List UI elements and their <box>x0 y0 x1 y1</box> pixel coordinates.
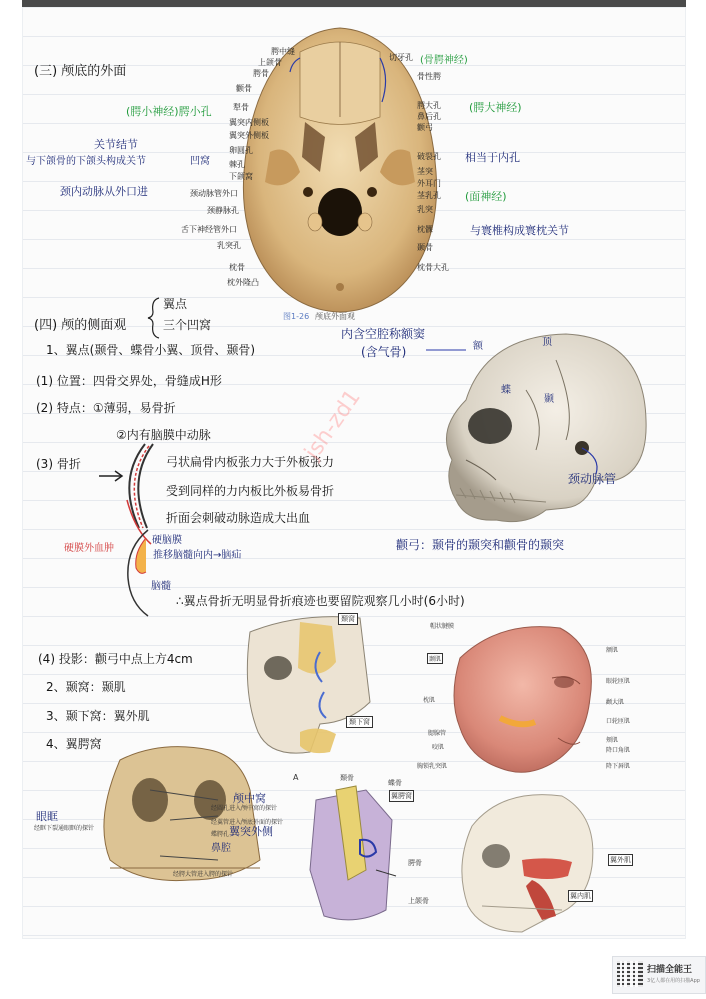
carotid-canal-note: 颈动脉管 <box>568 472 617 486</box>
note-fossa: 凹窝 <box>190 156 210 167</box>
fracture-title: (3) 骨折 <box>36 457 81 471</box>
fossa-label-infratemporal: 颞下窝 <box>346 716 373 728</box>
label-jugular-foramen: 颈静脉孔 <box>207 206 239 215</box>
lateral-pterygoid-label: 翼外肌 <box>610 856 631 864</box>
probe-pterygoid-canal: 经翼管进入颅底外面的探针 <box>211 819 284 826</box>
muscle-label-6: 口轮匝肌 <box>606 718 631 725</box>
muscle-label-0: 帽状腱膜 <box>430 623 455 630</box>
skull-label-temporal: 颞 <box>544 394 554 405</box>
pterygoid-muscles-figure <box>452 786 602 936</box>
note-carotid-entry: 颈内动脉从外口进 <box>60 185 148 198</box>
top-edge-bar <box>22 0 686 7</box>
figure-a-label: A <box>293 773 299 782</box>
muscle-label-2: 颞肌 <box>427 653 443 664</box>
note-articular-tubercle: 关节结节 <box>94 138 138 151</box>
pterion-position: (1) 位置：四骨交界处，骨缝成H形 <box>36 374 222 388</box>
section4-title: (四) 颅的侧面观 <box>34 318 127 333</box>
label-foramen-magnum: 枕骨大孔 <box>417 263 449 272</box>
muscle-label-4: 枕肌 <box>423 697 436 704</box>
fracture-line-3: 折面会刺破动脉造成大出血 <box>166 511 311 525</box>
scanner-app-subtitle: 3亿人都在用的扫描App <box>647 978 700 984</box>
note-mandible-joint: 与下颌骨的下颌头构成关节 <box>26 156 146 167</box>
skull-label-frontal: 额 <box>473 341 483 352</box>
fossa-label-temporal: 颞窝 <box>338 613 358 625</box>
maxilla-figure <box>306 780 402 930</box>
label-incisive-foramen: 切牙孔 <box>389 53 413 62</box>
fracture-line-1: 弓状扁骨内板张力大于外板张力 <box>166 455 335 469</box>
note-greater-palatine-nerve: (腭大神经) <box>469 101 522 114</box>
label-external-acoustic-meatus: 外耳门 <box>417 179 441 188</box>
label-choanae: 鼻后孔 <box>417 112 441 121</box>
note-incisive-nerve: (骨腭神经) <box>420 55 468 66</box>
label-bony-palate: 骨性腭 <box>417 72 441 81</box>
medial-pterygoid-label: 翼内肌 <box>570 892 591 900</box>
lateral-skull-figure <box>426 330 656 528</box>
label-stylomastoid-foramen: 茎乳孔 <box>417 191 441 200</box>
figure-caption-text: 颅底外面观 <box>315 312 355 321</box>
note-lacerum: 相当于内孔 <box>465 151 520 164</box>
pterion-item: 1、翼点(颞骨、蝶骨小翼、顶骨、颞骨) <box>46 343 255 357</box>
fracture-line-2: 受到同样的力内板比外板易骨折 <box>166 484 335 498</box>
section3-title: (三) 颅底的外面 <box>34 64 127 79</box>
label-foramen-spinosum: 棘孔 <box>229 160 245 169</box>
maxilla-label-temporal: 颞骨 <box>340 774 354 782</box>
brain-label: 脑髓 <box>151 581 171 592</box>
temporal-fossa-line: 2、颞窝：颞肌 <box>46 680 126 694</box>
muscle-label-8: 降口角肌 <box>606 747 631 754</box>
scanner-badge <box>612 956 706 994</box>
zygomatic-arch-note: 颧弓：颞骨的颞突和颧骨的颞突 <box>396 538 565 552</box>
note-atlanto-occipital: 与寰椎构成寰枕关节 <box>470 224 569 237</box>
note-lesser-palatine-foramen: (腭小神经)腭小孔 <box>126 105 212 118</box>
maxilla-label-palatine: 腭骨 <box>408 859 422 867</box>
skull-label-sphenoid: 蝶 <box>501 385 511 396</box>
maxilla-label-sphenoid: 蝶骨 <box>388 779 402 787</box>
label-occipital-condyle: 枕髁 <box>417 225 433 234</box>
orbit-label: 眼眶 <box>36 810 58 823</box>
label-mandibular-fossa: 下颌窝 <box>229 172 253 181</box>
scanner-app-name: 扫描全能王 <box>647 965 693 975</box>
pterygopalatine-fossa-line: 4、翼腭窝 <box>46 737 102 751</box>
label-foramen-lacerum: 破裂孔 <box>417 152 441 161</box>
palatine-bone-small: 蝶腭孔 <box>211 831 230 838</box>
nasal-cavity-note: 鼻腔 <box>211 843 231 854</box>
maxilla-label-pterygopalatine: 翼腭窝 <box>391 792 412 800</box>
brace-item-three-fossae: 三个凹窝 <box>163 318 212 332</box>
muscle-label-11: 降下唇肌 <box>606 763 631 770</box>
qr-code-icon <box>617 961 643 987</box>
frontal-sinus-note: 内含空腔称额窦 <box>341 327 426 341</box>
watermark: jsh-zd1 <box>300 385 366 465</box>
note-facial-nerve: (面神经) <box>465 190 507 203</box>
muscle-label-1: 额肌 <box>606 647 619 654</box>
dura-label: 硬脑膜 <box>152 535 182 546</box>
projection-line: (4) 投影：颧弓中点上方4cm <box>38 652 193 666</box>
maxilla-label-maxilla: 上颌骨 <box>408 897 429 905</box>
label-carotid-canal: 颈动脉管外口 <box>190 189 238 198</box>
muscle-label-9: 胸锁乳突肌 <box>417 763 448 770</box>
figure-caption-number: 图1-26 <box>283 312 310 321</box>
label-external-occipital-protuberance: 枕外隆凸 <box>227 278 259 287</box>
middle-cranial-fossa-note: 颅中窝 <box>233 792 266 805</box>
infratemporal-fossa-line: 3、颞下窝：翼外肌 <box>46 709 150 723</box>
epidural-hematoma-label: 硬膜外血肿 <box>64 543 114 554</box>
label-zygomatic: 颧骨 <box>236 84 252 93</box>
label-mastoid-process: 乳突 <box>417 205 433 214</box>
orbit-probe-label: 经眶下裂通眼眶的探针 <box>34 825 95 832</box>
muscle-label-10: 颊肌 <box>606 737 619 744</box>
probe-greater-palatine: 经腭大管进入腭的探针 <box>173 871 234 878</box>
label-mastoid-foramen: 乳突孔 <box>217 241 241 250</box>
skull-label-parietal: 顶 <box>542 337 552 348</box>
frontal-sinus-note-2: (含气骨) <box>361 345 407 359</box>
pterion-feature: (2) 特点：①薄弱，易骨折 <box>36 401 176 415</box>
label-foramen-ovale: 卵圆孔 <box>229 146 253 155</box>
label-lateral-pterygoid-plate: 翼突外侧板 <box>229 131 269 140</box>
label-palatine-bone: 腭骨 <box>253 69 269 78</box>
label-medial-pterygoid-plate: 翼突内侧板 <box>229 118 269 127</box>
label-vomer: 犁骨 <box>233 103 249 112</box>
label-occipital: 枕骨 <box>229 263 245 272</box>
label-zygomatic-arch: 颧弓 <box>417 123 433 132</box>
hematoma-diagram <box>118 528 158 618</box>
label-styloid-process: 茎突 <box>417 167 433 176</box>
muscle-label-5: 颧大肌 <box>606 699 625 706</box>
conclusion-line: ∴翼点骨折无明显骨折痕迹也要留院观察几小时(6小时) <box>176 594 465 608</box>
label-temporal-bone: 颞骨 <box>417 243 433 252</box>
muscle-label-7: 咬肌 <box>432 744 445 751</box>
label-hypoglossal-canal: 舌下神经管外口 <box>181 225 237 234</box>
face-muscles-figure <box>440 618 600 783</box>
brain-shift-label: 推移脑髓向内→脑疝 <box>153 550 242 561</box>
label-median-palatine-suture: 腭中缝 <box>271 47 295 56</box>
brace-icon <box>147 296 161 340</box>
probe-foramen-rotundum: 经圆孔进入颅中窝的探针 <box>211 805 278 812</box>
pterion-feature-2: ②内有脑膜中动脉 <box>116 428 211 442</box>
brace-item-pterion: 翼点 <box>163 297 188 311</box>
muscle-label-3: 眼轮匝肌 <box>606 678 631 685</box>
label-greater-palatine-foramen: 腭大孔 <box>417 101 441 110</box>
lateral-skull-note: 翼突外侧 <box>229 825 273 838</box>
muscle-label-12: 腮腺管 <box>428 730 447 737</box>
label-maxilla: 上颌骨 <box>258 58 282 67</box>
